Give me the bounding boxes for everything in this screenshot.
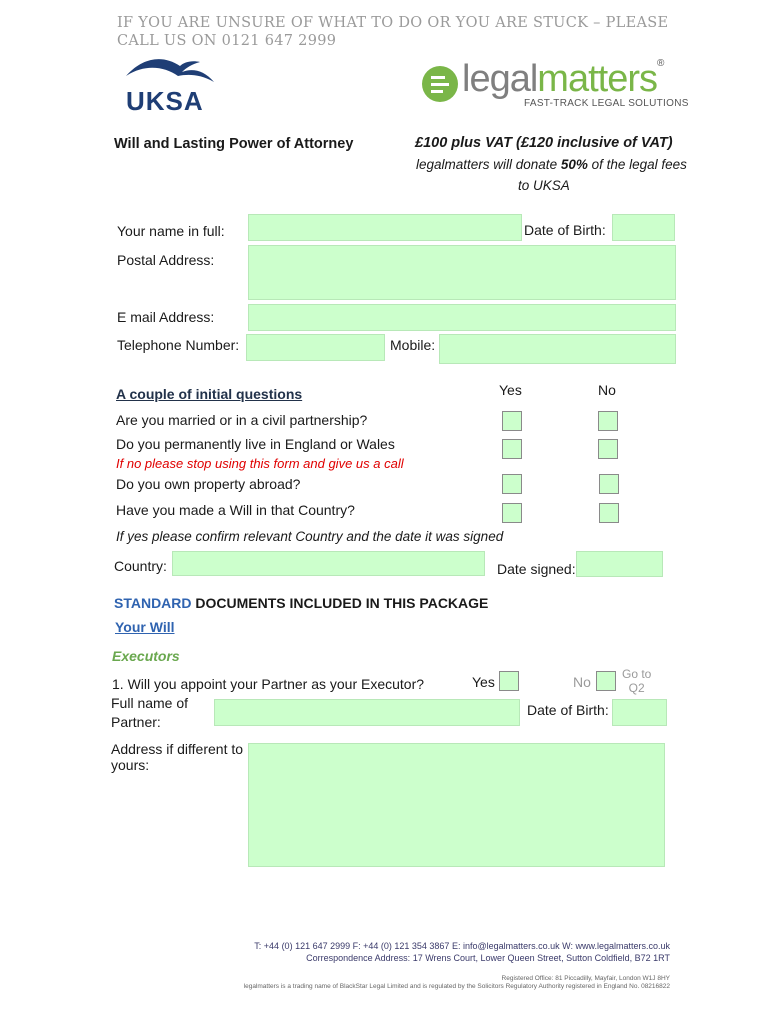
goto-q2-note: Go to Q2 xyxy=(622,667,652,695)
executor-yes-label: Yes xyxy=(472,674,495,690)
date-signed-field[interactable] xyxy=(576,551,663,577)
married-yes-checkbox[interactable] xyxy=(502,411,522,431)
foreign-will-yes-checkbox[interactable] xyxy=(502,503,522,523)
foreign-will-no-checkbox[interactable] xyxy=(599,503,619,523)
uksa-logo xyxy=(118,52,218,114)
your-will-heading: Your Will xyxy=(115,619,175,635)
logo-tagline: FAST-TRACK LEGAL SOLUTIONS xyxy=(524,98,689,109)
name-field[interactable] xyxy=(248,214,522,241)
yes-column-label: Yes xyxy=(499,382,522,398)
property-no-checkbox[interactable] xyxy=(599,474,619,494)
logo-legal: legal xyxy=(462,58,538,100)
logo-badge-icon xyxy=(422,66,458,102)
question-married: Are you married or in a civil partnership? xyxy=(116,412,368,428)
married-no-checkbox[interactable] xyxy=(598,411,618,431)
date-signed-label: Date signed: xyxy=(497,561,576,577)
partner-dob-label: Date of Birth: xyxy=(527,702,609,718)
question-foreign-will: Have you made a Will in that Country? xyxy=(116,502,355,518)
questions-heading: A couple of initial questions xyxy=(116,386,303,402)
partner-address-label: Address if different to yours: xyxy=(111,741,244,773)
partner-dob-field[interactable] xyxy=(612,699,667,726)
partner-address-field[interactable] xyxy=(248,743,665,867)
bird-icon xyxy=(122,52,217,88)
footer-registered: Registered Office: 81 Piccadilly, Mayfair, London W1J 8HY xyxy=(501,975,670,982)
legalmatters-logo xyxy=(422,58,689,112)
partner-name-field[interactable] xyxy=(214,699,520,726)
logo-registered: ® xyxy=(657,58,664,69)
partner-name-label: Full name of Partner: xyxy=(111,695,189,730)
footer-regulation: legalmatters is a trading name of BlackStar Legal Limited and is regulated by the Solicitors Regulatory Authority registered in England No. 08216822 xyxy=(243,983,670,990)
foreign-will-note: If yes please confirm relevant Country and the date it was signed xyxy=(116,529,504,544)
england-warning: If no please stop using this form and give us a call xyxy=(116,456,404,471)
executors-heading: Executors xyxy=(112,648,180,664)
email-label: E mail Address: xyxy=(117,309,215,325)
form-title: Will and Lasting Power of Attorney xyxy=(114,136,354,152)
question-england-wales: Do you permanently live in England or Wales xyxy=(116,436,395,452)
dob-field[interactable] xyxy=(612,214,675,241)
property-yes-checkbox[interactable] xyxy=(502,474,522,494)
footer-contact: T: +44 (0) 121 647 2999 F: +44 (0) 121 354 3867 E: info@legalmatters.co.uk W: www.legalmatters.co.uk xyxy=(254,941,670,951)
address-label: Postal Address: xyxy=(117,252,215,268)
name-label: Your name in full: xyxy=(117,223,225,239)
phone-label: Telephone Number: xyxy=(117,337,240,353)
phone-field[interactable] xyxy=(246,334,385,361)
dob-label: Date of Birth: xyxy=(524,222,606,238)
email-field[interactable] xyxy=(248,304,676,331)
executor-yes-checkbox[interactable] xyxy=(499,671,519,691)
executor-question: 1. Will you appoint your Partner as your Executor? xyxy=(112,676,425,692)
executor-no-label: No xyxy=(573,674,591,690)
country-label: Country: xyxy=(114,558,167,574)
price-text: £100 plus VAT (£120 inclusive of VAT) xyxy=(415,135,673,151)
england-yes-checkbox[interactable] xyxy=(502,439,522,459)
executor-no-checkbox[interactable] xyxy=(596,671,616,691)
uksa-wordmark: UKSA xyxy=(126,86,204,116)
no-column-label: No xyxy=(598,382,616,398)
donation-text-line2: to UKSA xyxy=(518,178,570,193)
footer-address: Correspondence Address: 17 Wrens Court, Lower Queen Street, Sutton Coldfield, B72 1RT xyxy=(306,953,670,963)
help-banner: IF YOU ARE UNSURE OF WHAT TO DO OR YOU ARE STUCK – PLEASE CALL US ON 0121 647 2999 xyxy=(117,15,669,49)
england-no-checkbox[interactable] xyxy=(598,439,618,459)
mobile-label: Mobile: xyxy=(390,337,436,353)
country-field[interactable] xyxy=(172,551,485,576)
question-property-abroad: Do you own property abroad? xyxy=(116,476,301,492)
mobile-field[interactable] xyxy=(439,334,676,364)
donation-text: legalmatters will donate 50% of the legal fees xyxy=(416,157,687,172)
package-heading: STANDARD DOCUMENTS INCLUDED IN THIS PACKAGE xyxy=(114,595,489,611)
logo-matters: matters xyxy=(537,58,657,100)
address-field[interactable] xyxy=(248,245,676,300)
